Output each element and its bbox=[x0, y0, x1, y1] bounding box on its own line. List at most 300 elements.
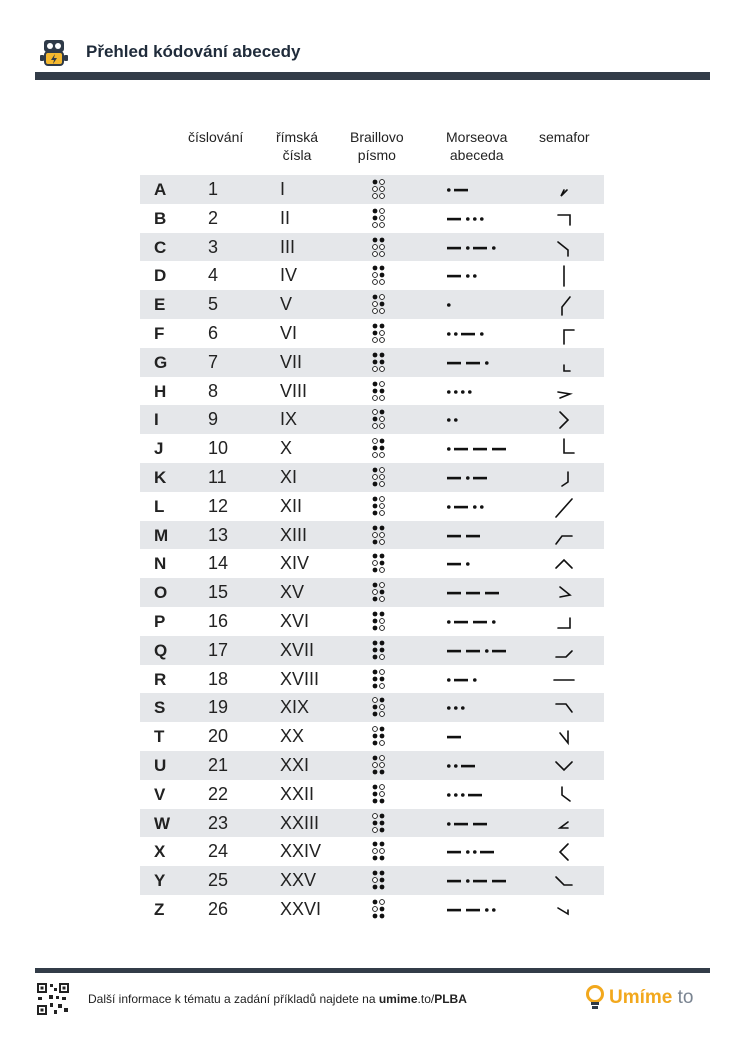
footer-link-code[interactable]: PLBA bbox=[434, 992, 467, 1006]
braille-icon bbox=[372, 236, 386, 258]
morse-dash bbox=[492, 650, 506, 653]
number-cell: 7 bbox=[208, 351, 219, 372]
braille-dot-raised bbox=[380, 914, 385, 919]
roman-numeral-cell: V bbox=[280, 294, 293, 315]
semaphore-icon bbox=[552, 465, 576, 491]
braille-icon bbox=[372, 898, 386, 920]
alphabet-table bbox=[140, 175, 604, 924]
table-row bbox=[140, 204, 604, 233]
braille-dot-flat bbox=[373, 727, 378, 732]
morse-code-icon bbox=[445, 208, 525, 230]
morse-code-icon bbox=[445, 899, 525, 921]
letter-cell: E bbox=[154, 295, 166, 315]
table-row bbox=[140, 434, 604, 463]
braille-icon bbox=[372, 725, 386, 747]
braille-icon bbox=[372, 380, 386, 402]
semaphore-icon bbox=[552, 667, 576, 693]
braille-dot-raised bbox=[373, 381, 378, 386]
braille-dot-flat bbox=[380, 496, 385, 501]
roman-numeral-cell: XVI bbox=[280, 610, 310, 631]
braille-dot-raised bbox=[373, 359, 378, 364]
number-cell: 3 bbox=[208, 236, 219, 257]
semaphore-icon bbox=[552, 263, 576, 289]
braille-dot-flat bbox=[380, 756, 385, 761]
braille-dot-raised bbox=[380, 237, 385, 242]
braille-dot-raised bbox=[380, 871, 385, 876]
morse-code-icon bbox=[445, 294, 525, 316]
semaphore-arms bbox=[560, 844, 568, 860]
braille-dot-raised bbox=[380, 734, 385, 739]
footer-link[interactable] bbox=[379, 992, 467, 1006]
morse-dot bbox=[480, 217, 484, 221]
semaphore-arms bbox=[560, 587, 570, 597]
braille-dot-raised bbox=[380, 266, 385, 271]
morse-code-icon bbox=[445, 438, 525, 460]
semaphore-icon bbox=[552, 638, 576, 664]
semaphore-arms bbox=[562, 472, 568, 486]
morse-dot bbox=[454, 793, 458, 797]
column-header-braille bbox=[350, 128, 404, 164]
number-cell: 25 bbox=[208, 870, 229, 891]
braille-dot-raised bbox=[373, 331, 378, 336]
morse-dot bbox=[473, 851, 477, 855]
braille-dot-raised bbox=[380, 907, 385, 912]
braille-dot-raised bbox=[373, 388, 378, 393]
braille-dot-raised bbox=[373, 842, 378, 847]
letter-cell: C bbox=[154, 237, 167, 257]
braille-dot-raised bbox=[373, 324, 378, 329]
morse-dot bbox=[447, 822, 451, 826]
braille-dot-flat bbox=[380, 741, 385, 746]
braille-dot-raised bbox=[380, 842, 385, 847]
morse-dash bbox=[473, 880, 487, 883]
semaphore-arms bbox=[556, 651, 572, 657]
morse-code-icon bbox=[445, 697, 525, 719]
braille-dot-flat bbox=[380, 683, 385, 688]
morse-dash bbox=[454, 678, 468, 681]
semaphore-icon bbox=[552, 753, 576, 779]
braille-icon bbox=[372, 207, 386, 229]
braille-dot-raised bbox=[373, 208, 378, 213]
braille-icon bbox=[372, 610, 386, 632]
braille-dot-flat bbox=[380, 395, 385, 400]
semaphore-icon bbox=[552, 321, 576, 347]
morse-code-icon bbox=[445, 352, 525, 374]
braille-dot-raised bbox=[373, 352, 378, 357]
morse-dot bbox=[447, 419, 451, 423]
braille-dot-flat bbox=[380, 482, 385, 487]
morse-dash bbox=[447, 650, 461, 653]
braille-dot-flat bbox=[380, 331, 385, 336]
braille-dot-flat bbox=[380, 194, 385, 199]
column-header-roman bbox=[276, 128, 318, 164]
morse-code-icon bbox=[445, 813, 525, 835]
braille-dot-raised bbox=[373, 583, 378, 588]
morse-dash bbox=[473, 822, 487, 825]
semaphore-icon bbox=[552, 177, 576, 203]
semaphore-icon bbox=[552, 782, 576, 808]
roman-numeral-cell: XV bbox=[280, 582, 305, 603]
letter-cell: X bbox=[154, 842, 166, 862]
braille-dot-raised bbox=[373, 417, 378, 422]
number-cell: 15 bbox=[208, 582, 229, 603]
braille-icon bbox=[372, 322, 386, 344]
roman-numeral-cell: I bbox=[280, 179, 286, 199]
lightbulb-icon bbox=[585, 985, 605, 1011]
letter-cell: M bbox=[154, 525, 169, 545]
table-row bbox=[140, 578, 604, 607]
morse-dot bbox=[454, 390, 458, 394]
morse-dot bbox=[466, 246, 470, 250]
braille-dot-raised bbox=[373, 669, 378, 674]
morse-dash bbox=[447, 477, 461, 480]
braille-dot-raised bbox=[380, 359, 385, 364]
braille-dot-raised bbox=[373, 900, 378, 905]
morse-dot bbox=[485, 361, 489, 365]
semaphore-arms bbox=[556, 499, 572, 517]
morse-dot bbox=[492, 246, 496, 250]
braille-dot-raised bbox=[380, 352, 385, 357]
roman-numeral-cell: XVII bbox=[280, 639, 315, 660]
roman-numeral-cell: XXIV bbox=[280, 841, 322, 862]
braille-icon bbox=[372, 178, 386, 200]
braille-dot-flat bbox=[380, 669, 385, 674]
morse-dot bbox=[480, 505, 484, 509]
column-header-braille-line1: Braillovo bbox=[350, 129, 404, 145]
column-header-morse bbox=[446, 128, 507, 164]
morse-code-icon bbox=[445, 467, 525, 489]
semaphore-arms bbox=[556, 762, 572, 770]
semaphore-arms bbox=[556, 704, 572, 712]
braille-dot-raised bbox=[373, 619, 378, 624]
morse-dot bbox=[454, 707, 458, 711]
semaphore-icon bbox=[552, 695, 576, 721]
semaphore-icon bbox=[552, 350, 576, 376]
morse-dash bbox=[447, 218, 461, 221]
braille-dot-flat bbox=[373, 453, 378, 458]
number-cell: 21 bbox=[208, 754, 229, 775]
braille-dot-raised bbox=[380, 640, 385, 645]
braille-dot-raised bbox=[373, 568, 378, 573]
braille-dot-flat bbox=[380, 705, 385, 710]
morse-dot bbox=[466, 879, 470, 883]
morse-dash bbox=[454, 621, 468, 624]
semaphore-arms bbox=[560, 412, 568, 428]
morse-dash bbox=[461, 765, 475, 768]
page-header bbox=[38, 36, 710, 70]
morse-dot bbox=[466, 217, 470, 221]
braille-dot-flat bbox=[380, 244, 385, 249]
letter-cell: K bbox=[154, 467, 167, 487]
letter-cell: Y bbox=[154, 871, 166, 891]
morse-dot bbox=[466, 476, 470, 480]
semaphore-arms bbox=[558, 908, 568, 914]
header-divider bbox=[35, 72, 710, 80]
braille-dot-raised bbox=[373, 756, 378, 761]
morse-code-icon bbox=[445, 409, 525, 431]
letter-cell: P bbox=[154, 611, 166, 631]
braille-dot-raised bbox=[380, 727, 385, 732]
braille-dot-raised bbox=[380, 590, 385, 595]
braille-dot-flat bbox=[380, 539, 385, 544]
morse-dot bbox=[447, 332, 451, 336]
braille-dot-flat bbox=[380, 619, 385, 624]
morse-dash bbox=[447, 851, 461, 854]
braille-dot-flat bbox=[380, 208, 385, 213]
letter-cell: J bbox=[154, 439, 164, 459]
braille-dot-raised bbox=[380, 798, 385, 803]
morse-dot bbox=[454, 419, 458, 423]
braille-dot-flat bbox=[373, 907, 378, 912]
morse-code-icon bbox=[445, 726, 525, 748]
braille-dot-raised bbox=[380, 820, 385, 825]
table-row bbox=[140, 233, 604, 262]
braille-dot-flat bbox=[380, 468, 385, 473]
roman-numeral-cell: XXV bbox=[280, 870, 317, 891]
morse-dot bbox=[466, 563, 470, 567]
number-cell: 20 bbox=[208, 726, 229, 747]
table-row bbox=[140, 549, 604, 578]
number-cell: 14 bbox=[208, 553, 229, 574]
braille-dot-raised bbox=[373, 468, 378, 473]
morse-dot bbox=[473, 505, 477, 509]
letter-cell: N bbox=[154, 554, 167, 574]
morse-code-icon bbox=[445, 179, 525, 201]
morse-code-icon bbox=[445, 496, 525, 518]
braille-dot-flat bbox=[373, 410, 378, 415]
braille-dot-raised bbox=[380, 324, 385, 329]
braille-dot-raised bbox=[373, 503, 378, 508]
table-row bbox=[140, 521, 604, 550]
semaphore-arms bbox=[558, 392, 570, 398]
braille-dot-raised bbox=[373, 640, 378, 645]
morse-dot bbox=[447, 793, 451, 797]
roman-numeral-cell: XXI bbox=[280, 754, 310, 775]
braille-dot-flat bbox=[380, 338, 385, 343]
number-cell: 2 bbox=[208, 207, 219, 228]
braille-icon bbox=[372, 754, 386, 776]
braille-dot-flat bbox=[373, 475, 378, 480]
brand-name bbox=[609, 987, 693, 1009]
braille-dot-flat bbox=[380, 763, 385, 768]
morse-dot bbox=[454, 764, 458, 768]
braille-icon bbox=[372, 552, 386, 574]
braille-dot-flat bbox=[373, 273, 378, 278]
braille-dot-raised bbox=[373, 791, 378, 796]
braille-dot-raised bbox=[373, 597, 378, 602]
letter-cell: L bbox=[154, 496, 165, 516]
braille-dot-flat bbox=[380, 280, 385, 285]
braille-dot-flat bbox=[373, 878, 378, 883]
braille-icon bbox=[372, 466, 386, 488]
morse-dot bbox=[492, 908, 496, 912]
braille-dot-raised bbox=[373, 820, 378, 825]
semaphore-arms bbox=[560, 822, 568, 828]
footer-info-text: Další informace k tématu a zadání příkladů najdete na bbox=[88, 992, 376, 1006]
letter-cell: D bbox=[154, 266, 167, 286]
braille-dot-raised bbox=[380, 554, 385, 559]
morse-code-icon bbox=[445, 640, 525, 662]
morse-dash bbox=[473, 477, 487, 480]
braille-dot-raised bbox=[373, 871, 378, 876]
braille-dot-flat bbox=[373, 395, 378, 400]
braille-dot-flat bbox=[373, 763, 378, 768]
braille-dot-raised bbox=[380, 827, 385, 832]
letter-cell: F bbox=[154, 323, 165, 343]
table-row bbox=[140, 665, 604, 694]
number-cell: 26 bbox=[208, 898, 229, 919]
letter-cell: I bbox=[154, 410, 159, 430]
footer-link-domain[interactable]: umime bbox=[378, 992, 418, 1006]
table-row bbox=[140, 492, 604, 521]
braille-dot-raised bbox=[380, 770, 385, 775]
roman-numeral-cell: XIV bbox=[280, 553, 310, 574]
letter-cell: S bbox=[154, 698, 166, 718]
braille-dot-flat bbox=[373, 222, 378, 227]
braille-dot-raised bbox=[373, 647, 378, 652]
letter-cell: T bbox=[154, 727, 165, 747]
number-cell: 10 bbox=[208, 438, 229, 459]
qr-code-icon bbox=[36, 982, 70, 1016]
braille-dot-flat bbox=[380, 453, 385, 458]
column-header-morse-line1: Morseova bbox=[446, 129, 508, 145]
footer-link-tld[interactable]: .to/ bbox=[417, 992, 435, 1006]
morse-dash bbox=[447, 909, 461, 912]
braille-dot-flat bbox=[380, 900, 385, 905]
morse-dot bbox=[485, 649, 489, 653]
morse-dash bbox=[461, 333, 475, 336]
braille-dot-raised bbox=[373, 798, 378, 803]
morse-dash bbox=[492, 448, 506, 451]
letter-cell: W bbox=[154, 813, 171, 833]
roman-numeral-cell: XIX bbox=[280, 697, 310, 718]
column-header-semaphore-label: semafor bbox=[539, 129, 590, 145]
morse-dash bbox=[492, 880, 506, 883]
page-title: Přehled kódování abecedy bbox=[86, 42, 301, 61]
morse-dot bbox=[454, 332, 458, 336]
braille-dot-raised bbox=[380, 388, 385, 393]
morse-dash bbox=[454, 506, 468, 509]
morse-dash bbox=[447, 362, 461, 365]
morse-code-icon bbox=[445, 265, 525, 287]
braille-dot-raised bbox=[373, 654, 378, 659]
morse-dot bbox=[447, 678, 451, 682]
braille-dot-flat bbox=[380, 568, 385, 573]
semaphore-arms bbox=[564, 439, 574, 453]
letter-cell: H bbox=[154, 381, 167, 401]
braille-dot-flat bbox=[380, 784, 385, 789]
table-row bbox=[140, 607, 604, 636]
morse-code-icon bbox=[445, 237, 525, 259]
braille-dot-raised bbox=[373, 741, 378, 746]
semaphore-arms bbox=[558, 215, 570, 225]
morse-code-icon bbox=[445, 669, 525, 691]
roman-numeral-cell: XX bbox=[280, 726, 305, 747]
robot-logo-icon bbox=[38, 38, 70, 68]
morse-code-icon bbox=[445, 611, 525, 633]
column-header-roman-line1: římská bbox=[276, 129, 318, 145]
braille-dot-raised bbox=[373, 612, 378, 617]
number-cell: 13 bbox=[208, 524, 229, 545]
braille-dot-flat bbox=[373, 590, 378, 595]
morse-code-icon bbox=[445, 582, 525, 604]
morse-dash bbox=[468, 794, 482, 797]
number-cell: 17 bbox=[208, 639, 229, 660]
braille-dot-flat bbox=[373, 251, 378, 256]
semaphore-arms bbox=[562, 787, 570, 801]
braille-dot-raised bbox=[380, 525, 385, 530]
table-row bbox=[140, 405, 604, 434]
braille-dot-raised bbox=[373, 676, 378, 681]
morse-dot bbox=[447, 707, 451, 711]
braille-dot-flat bbox=[380, 295, 385, 300]
braille-dot-raised bbox=[380, 273, 385, 278]
braille-dot-raised bbox=[373, 734, 378, 739]
morse-dot bbox=[466, 275, 470, 279]
braille-dot-flat bbox=[380, 712, 385, 717]
braille-dot-raised bbox=[373, 856, 378, 861]
semaphore-icon bbox=[552, 379, 576, 405]
semaphore-arms bbox=[558, 618, 570, 628]
semaphore-icon bbox=[552, 436, 576, 462]
morse-dash bbox=[473, 246, 487, 249]
morse-dot bbox=[473, 275, 477, 279]
semaphore-icon bbox=[552, 235, 576, 261]
braille-dot-flat bbox=[380, 381, 385, 386]
roman-numeral-cell: III bbox=[280, 236, 296, 257]
roman-numeral-cell: XII bbox=[280, 495, 303, 516]
table-row bbox=[140, 780, 604, 809]
table-row bbox=[140, 377, 604, 406]
braille-dot-raised bbox=[373, 626, 378, 631]
roman-numeral-cell: II bbox=[280, 207, 291, 228]
braille-dot-raised bbox=[373, 784, 378, 789]
braille-dot-flat bbox=[380, 626, 385, 631]
braille-dot-raised bbox=[380, 856, 385, 861]
braille-icon bbox=[372, 639, 386, 661]
morse-code-icon bbox=[445, 381, 525, 403]
semaphore-icon bbox=[552, 407, 576, 433]
morse-code-icon bbox=[445, 784, 525, 806]
braille-dot-flat bbox=[380, 215, 385, 220]
braille-dot-raised bbox=[373, 770, 378, 775]
letter-cell: Z bbox=[154, 899, 165, 919]
morse-dash bbox=[466, 362, 480, 365]
table-row bbox=[140, 175, 604, 204]
semaphore-icon bbox=[552, 724, 576, 750]
braille-icon bbox=[372, 408, 386, 430]
footer-divider bbox=[35, 968, 710, 973]
roman-numeral-cell: XXVI bbox=[280, 898, 322, 919]
morse-dash bbox=[447, 275, 461, 278]
braille-icon bbox=[372, 812, 386, 834]
semaphore-arms bbox=[556, 560, 572, 568]
morse-dash bbox=[485, 592, 499, 595]
braille-icon bbox=[372, 696, 386, 718]
column-header-numbering-label: číslování bbox=[188, 129, 244, 145]
number-cell: 12 bbox=[208, 495, 229, 516]
roman-numeral-cell: IX bbox=[280, 409, 298, 430]
letter-cell: O bbox=[154, 583, 168, 603]
braille-dot-raised bbox=[373, 554, 378, 559]
morse-dot bbox=[473, 678, 477, 682]
braille-dot-flat bbox=[380, 309, 385, 314]
semaphore-icon bbox=[552, 897, 576, 923]
morse-dot bbox=[461, 793, 465, 797]
braille-dot-flat bbox=[373, 849, 378, 854]
table-row bbox=[140, 722, 604, 751]
morse-dash bbox=[466, 909, 480, 912]
